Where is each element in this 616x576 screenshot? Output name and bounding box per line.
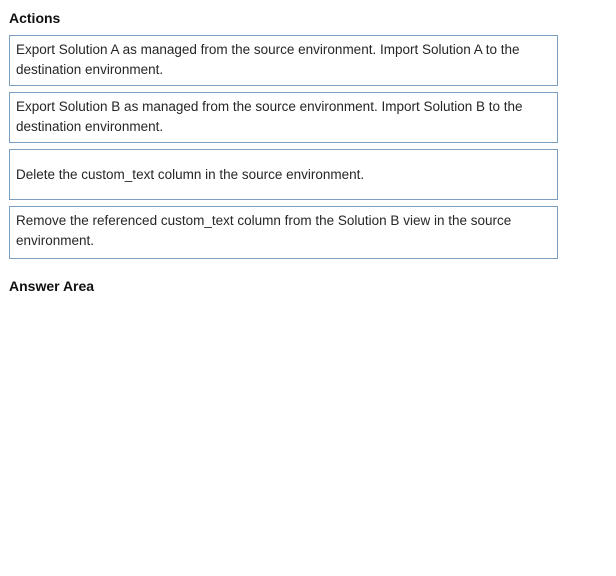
answer-area-dropzone[interactable] (9, 300, 606, 565)
actions-heading: Actions (9, 10, 61, 26)
action-item-export-solution-a[interactable]: Export Solution A as managed from the source environment. Import Solution A to the destination environment. (9, 35, 558, 86)
action-item-remove-custom-text-from-view[interactable]: Remove the referenced custom_text column from the Solution B view in the source environment. (9, 206, 558, 259)
action-item-export-solution-b[interactable]: Export Solution B as managed from the source environment. Import Solution B to the destination environment. (9, 92, 558, 143)
action-item-delete-custom-text-column[interactable]: Delete the custom_text column in the source environment. (9, 149, 558, 200)
answer-area-heading: Answer Area (9, 278, 95, 294)
